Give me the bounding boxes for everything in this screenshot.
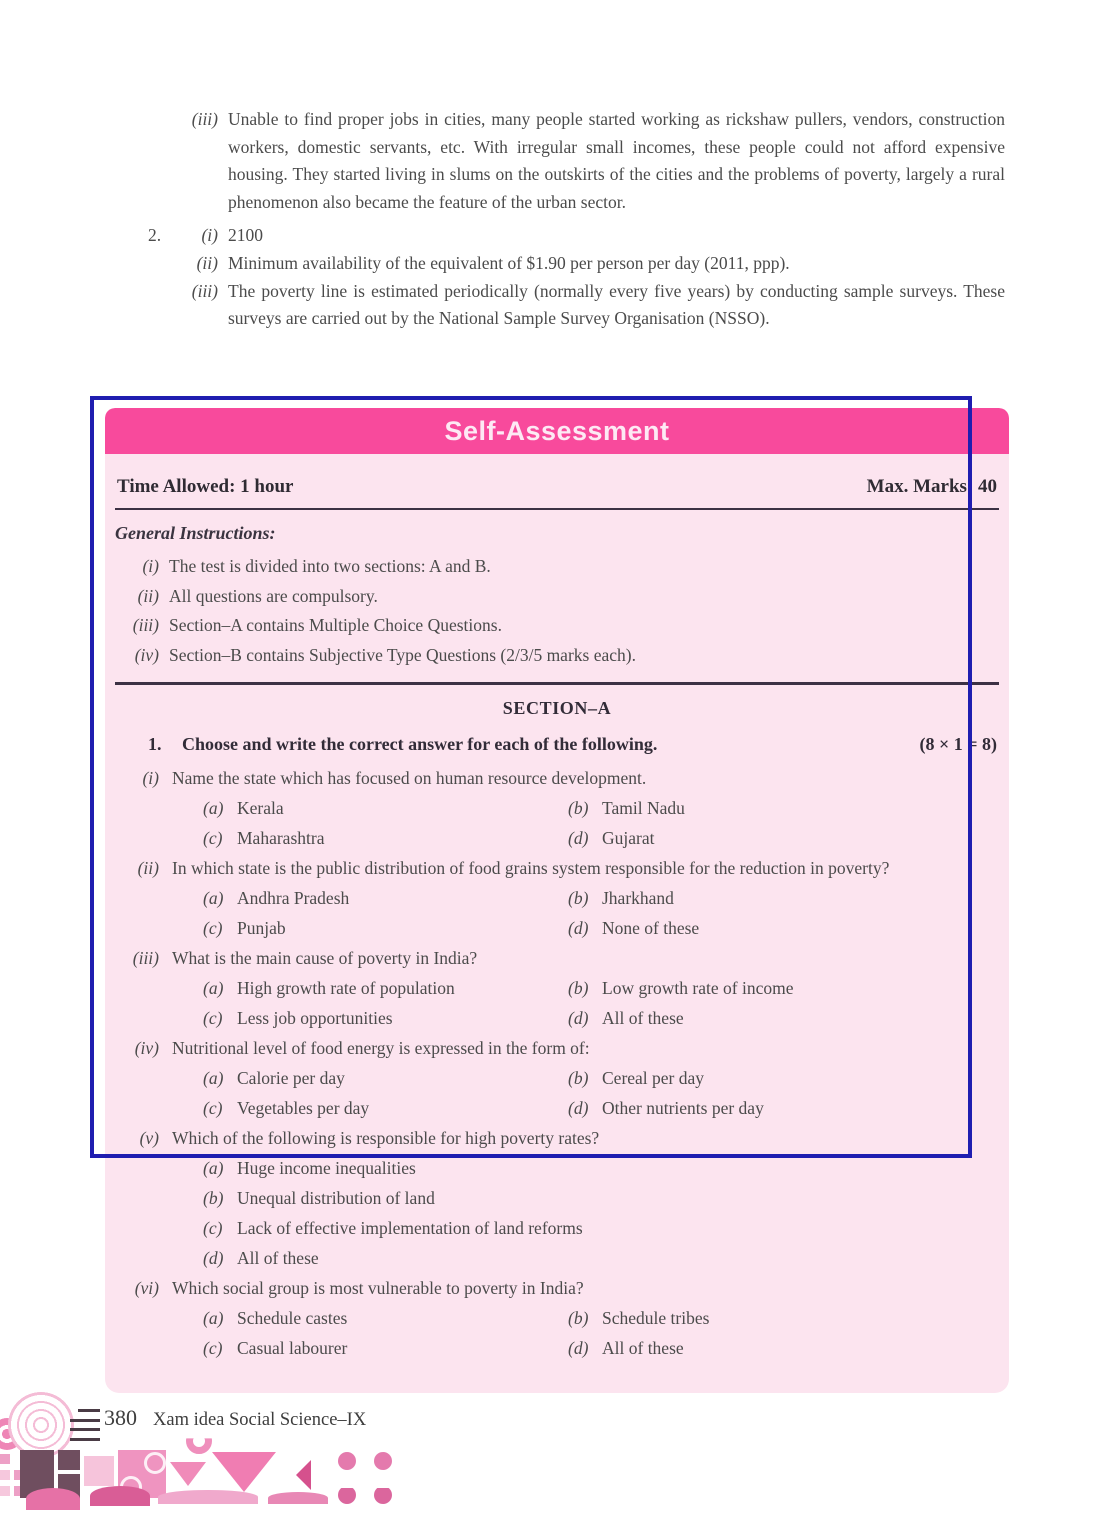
option-letter: (d) [568,828,589,848]
option-letter: (b) [568,978,589,998]
instruction-text: All questions are compulsory. [169,585,378,606]
answer-item-text: Minimum availability of the equivalent of $1.90 per person per day (2011, ppp). [228,252,790,273]
question-text: Nutritional level of food energy is expressed in the form of: [172,1038,590,1058]
option [568,1303,999,1333]
option-letter: (d) [568,1098,589,1118]
q1-marks: (8 × 1 = 8) [919,734,997,754]
question-line [115,1273,999,1303]
options-list [203,1303,999,1363]
option-letter: (b) [568,1308,589,1328]
option-text: Huge income inequalities [237,1158,416,1178]
decor-pink-square-icon [84,1456,114,1486]
answer-item [148,278,1005,333]
option-letter: (a) [203,978,224,998]
question-2-answers [148,222,1005,332]
decor-blob-icon [90,1486,150,1506]
option-letter: (b) [203,1188,224,1208]
question-text: What is the main cause of poverty in India? [172,948,478,968]
instruction-number: (i) [142,556,159,576]
option-text: Jharkhand [602,888,674,908]
answer-item-text: Unable to find proper jobs in cities, many people started working as rickshaw pullers, vendors, construction workers, domestic servants, etc. With irregular small incomes, these people could not afford expensive housing. They started living in slums on the outskirts of the cities and the problems of poverty, largely a rural phenomenon also became the feature of the urban sector. [228,109,1005,212]
instruction-text: Section–B contains Subjective Type Questions (2/3/5 marks each). [169,644,636,665]
question-block [115,1273,999,1363]
instructions-heading: General Instructions: [115,523,276,543]
instruction-number: (iii) [132,615,159,635]
question-text: Which of the following is responsible for high poverty rates? [172,1128,600,1148]
option-text: Gujarat [602,828,655,848]
options-list [203,1153,999,1273]
answer-item-number: (i) [201,225,218,246]
answer-item-number: (iii) [191,109,218,129]
answer-item-number: (ii) [196,252,218,273]
question-number: (iv) [134,1038,159,1058]
option-text: None of these [602,918,700,938]
option-letter: (d) [568,1008,589,1028]
option-text: Andhra Pradesh [237,888,350,908]
question-text: Name the state which has focused on human resource development. [172,768,647,788]
option-letter: (d) [568,918,589,938]
option [568,1333,999,1363]
option-letter: (c) [203,828,223,848]
max-marks: Max. Marks: 40 [866,476,997,497]
decor-square-outline-icon [336,1486,400,1514]
option-letter: (c) [203,1338,223,1358]
option-letter: (a) [203,1308,224,1328]
option-text: Schedule castes [237,1308,348,1328]
option [203,1333,568,1363]
answer-item [148,250,1005,278]
decor-arc-icon [186,1428,212,1454]
answer-item-number: (iii) [191,280,218,301]
instruction-number: (iv) [134,644,159,665]
option-text: Kerala [237,798,284,818]
option-letter: (d) [568,1338,589,1358]
option-text: All of these [237,1248,319,1268]
option-text: Less job opportunities [237,1008,393,1028]
option-text: Punjab [237,918,286,938]
option-text: Calorie per day [237,1068,345,1088]
question-text: Which social group is most vulnerable to poverty in India? [172,1278,584,1298]
instruction-number: (ii) [137,585,159,606]
option-text: Schedule tribes [602,1308,710,1328]
decor-triangle-down-icon [170,1462,206,1486]
option-letter: (b) [568,798,589,818]
option-text: Casual labourer [237,1338,348,1358]
option-text: Low growth rate of income [602,978,794,998]
assessment-title: Self-Assessment [444,415,670,446]
question-number: (ii) [137,858,159,878]
page-number: 380 [104,1405,137,1430]
decor-triangle-down-icon [212,1452,276,1492]
option-letter: (c) [203,1218,223,1238]
time-allowed: Time Allowed: 1 hour [117,476,294,497]
answer-item-text: The poverty line is estimated periodically (normally every five years) by conducting sample surveys. These surveys are carried out by the National Sample Survey Organisation (NSSO). [228,280,1005,329]
instruction-text: The test is divided into two sections: A and B. [169,556,491,576]
option-text: Vegetables per day [237,1098,370,1118]
book-title: Xam idea Social Science–IX [153,1410,367,1430]
question-number: (vi) [134,1278,159,1298]
decor-triangle-left-icon [296,1460,311,1490]
decor-concentric-circles-icon [8,1392,74,1458]
instruction-text: Section–A contains Multiple Choice Questions. [169,615,502,635]
option-text: Tamil Nadu [602,798,685,818]
option [203,1183,999,1213]
decor-dark-square-icon [58,1450,80,1470]
option-letter: (a) [203,1158,224,1178]
question-text: In which state is the public distribution of food grains system responsible for the reduction in poverty? [172,858,890,878]
q1-text: Choose and write the correct answer for each of the following. [182,734,658,754]
question-number: (v) [139,1128,159,1148]
option-letter: (a) [203,1068,224,1088]
option-letter: (c) [203,1098,223,1118]
option-letter: (b) [568,1068,589,1088]
option-text: Lack of effective implementation of land reforms [237,1218,583,1238]
q1-number: 1. [148,734,162,754]
option-text: Cereal per day [602,1068,705,1088]
answer-question-2 [148,222,1005,332]
option-letter: (a) [203,798,224,818]
answer-item [148,222,1005,250]
option-letter: (c) [203,918,223,938]
option-letter: (d) [203,1248,224,1268]
option-text: All of these [602,1008,684,1028]
selection-rectangle[interactable] [90,396,972,1158]
decor-blob-icon [158,1490,258,1504]
list-lines-icon [70,1409,102,1447]
question-number: (iii) [132,948,159,968]
option-text: Unequal distribution of land [237,1188,435,1208]
answer-item-text: 2100 [228,225,263,246]
option-text: Other nutrients per day [602,1098,764,1118]
answer-item [148,106,1005,216]
question-number: (i) [142,768,159,788]
answer-key-section [0,106,1116,333]
question-2-label: 2. [148,225,162,246]
option [203,1213,999,1243]
option-text: Maharashtra [237,828,325,848]
decor-blob-icon [26,1488,80,1510]
option [203,1243,999,1273]
decor-blob-icon [268,1492,328,1504]
option-letter: (a) [203,888,224,908]
page-footer [104,1405,366,1431]
option-text: All of these [602,1338,684,1358]
section-a-heading: SECTION–A [502,698,612,718]
option-letter: (c) [203,1008,223,1028]
option-text: High growth rate of population [237,978,455,998]
option [203,1303,568,1333]
option-letter: (b) [568,888,589,908]
